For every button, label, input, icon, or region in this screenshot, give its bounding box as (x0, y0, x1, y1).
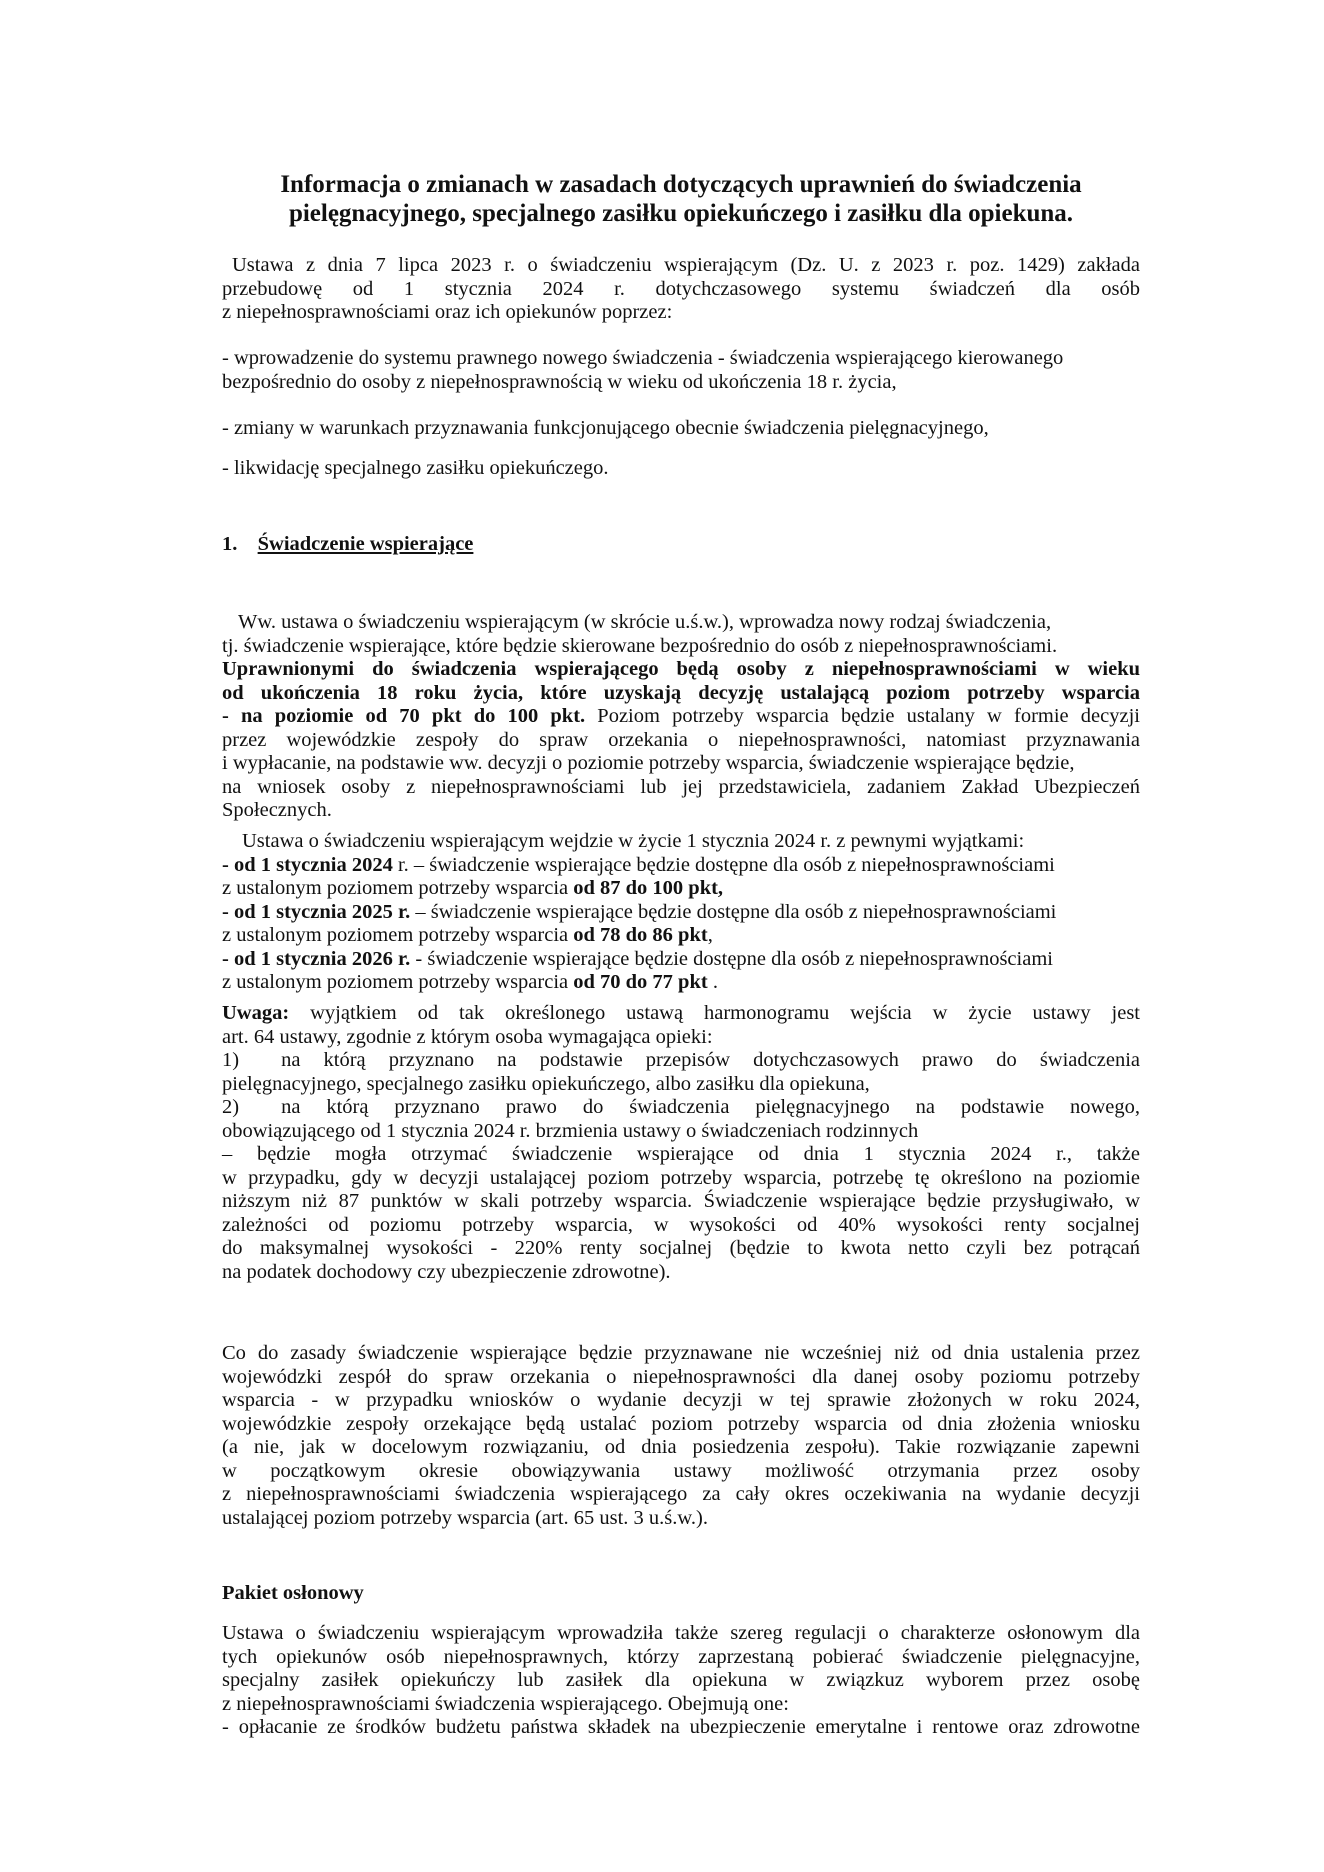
paragraph-1: Ww. ustawa o świadczeniu wspierającym (w skrócie u.ś.w.), wprowadza nowy rodzaj świadczenia, tj. świadczenie wspierające, które będzie skierowane bezpośrednio do osób z niepełnosprawnościami. Uprawnionymi do świadczenia wspierającego będą osoby z niepełnosprawnościami w wieku od ukończenia 18 roku życia, które uzyskają decyzję ustalającą poziom potrzeby wsparcia - na poziomie od 70 pkt do 100 pkt. Poziom potrzeby wsparcia będzie ustalany w formie decyzji przez wojewódzkie zespoły do spraw orzekania o niepełnosprawności, natomiast przyznawania i wypłacanie, na podstawie ww. decyzji o poziomie potrzeby wsparcia, świadczenie wspierające będzie, na wniosek osoby z niepełnosprawnościami lub jej przedstawiciela, zadaniem Zakład Ubezpieczeń Społecznych. (222, 611, 1140, 821)
section-number: 1. (222, 533, 238, 555)
schedule-item: - od 1 stycznia 2026 r. - świadczenie wspierające będzie dostępne dla osób z niepełnosprawnościami (222, 947, 1053, 970)
intro-line: Ustawa z dnia 7 lipca 2023 r. o świadczeniu wspierającym (Dz. U. z 2023 r. poz. 1429) zakłada (232, 254, 1140, 276)
bullet-item: - likwidację specjalnego zasiłku opiekuńczego. (222, 457, 609, 479)
note-block: Uwaga: wyjątkiem od tak określonego ustawą harmonogramu wejścia w życie ustawy jest art. 64 ustawy, zgodnie z którym osoba wymagająca opieki: 1) na którą przyznano na podstawie przepisów dotychczasowych prawo do świadczenia pielęgnacyjnego, specjalnego zasiłku opiekuńczego, albo zasiłku dla opiekuna, 2) na którą przyznano prawo do świadczenia pielęgnacyjnego na podstawie nowego, obowiązującego od 1 stycznia 2024 r. brzmienia ustawy o świadczeniach rodzinnych – będzie mogła otrzymać świadczenie wspierające od dnia 1 stycznia 2024 r., także w przypadku, gdy w decyzji ustalającej poziom potrzeby wsparcia, potrzebę tę określono na poziomie niższym niż 87 punktów w skali potrzeby wsparcia. Świadczenie wspierające będzie przysługiwało, w zależności od poziomu potrzeby wsparcia, w wysokości od 40% wysokości renty socjalnej do maksymalnej wysokości - 220% renty socjalnej (będzie to kwota netto czyli bez potrącań na podatek dochodowy czy ubezpieczenie zdrowotne). (222, 1002, 1140, 1283)
intro-line: z niepełnosprawnościami oraz ich opiekunów poprzez: (222, 301, 673, 323)
note-label: Uwaga: (222, 1002, 290, 1024)
paragraph-pakiet: Ustawa o świadczeniu wspierającym wprowadziła także szereg regulacji o charakterze osłonowym dla tych opiekunów osób niepełnosprawnych, którzy zaprzestaną pobierać świadczenie pielęgnacyjne, specjalny zasiłek opiekuńczy lub zasiłek dla opiekuna w związkuz wyborem przez osobę z niepełnosprawnościami świadczenia wspierającego. Obejmują one: - opłacanie ze środków budżetu państwa składek na ubezpieczenie emerytalne i rentowe oraz zdrowotne (222, 1622, 1140, 1738)
bullet-item: - zmiany w warunkach przyznawania funkcjonującego obecnie świadczenia pielęgnacyjnego, (222, 417, 989, 439)
paragraph-2: Co do zasady świadczenie wspierające będzie przyznawane nie wcześniej niż od dnia ustalenia przez wojewódzki zespół do spraw orzekania o niepełnosprawności dla danej osoby poziomu potrzeby wsparcia - w przypadku wniosków o wydanie decyzji w tej sprawie złożonych w roku 2024, wojewódzkie zespoły orzekające będą ustalać poziom potrzeby wsparcia od dnia złożenia wniosku (a nie, jak w docelowym rozwiązaniu, od dnia posiedzenia zespołu). Takie rozwiązanie zapewni w początkowym okresie obowiązywania ustawy możliwość otrzymania przez osoby z niepełnosprawnościami świadczenia wspierającego za cały okres oczekiwania na wydanie decyzji ustalającej poziom potrzeby wsparcia (art. 65 ust. 3 u.ś.w.). (222, 1342, 1140, 1529)
section-title: Świadczenie wspierające (257, 533, 474, 555)
title-line-2: pielęgnacyjnego, specjalnego zasiłku opiekuńczego i zasiłku dla opiekuna. (288, 200, 1074, 227)
title-line-1: Informacja o zmianach w zasadach dotyczących uprawnień do świadczenia (280, 171, 1082, 198)
intro-paragraph (222, 254, 1140, 325)
intro-line: przebudowę od 1 stycznia 2024 r. dotychczasowego systemu świadczeń dla osób (222, 277, 1140, 300)
section-heading (222, 533, 1140, 557)
document-title (222, 170, 1140, 228)
schedule-intro: Ustawa o świadczeniu wspierającym wejdzie w życie 1 stycznia 2024 r. z pewnymi wyjątkami: (242, 830, 1025, 852)
numbered-item: 1) na którą przyznano na podstawie przepisów dotychczasowych prawo do świadczenia (222, 1049, 1140, 1071)
numbered-item: 2) na którą przyznano prawo do świadczenia pielęgnacyjnego na podstawie nowego, (222, 1096, 1140, 1118)
schedule-item: - od 1 stycznia 2025 r. – świadczenie wspierające będzie dostępne dla osób z niepełnosprawnościami (222, 900, 1057, 923)
subheading-pakiet: Pakiet osłonowy (222, 1582, 364, 1604)
schedule-item: - od 1 stycznia 2024 r. – świadczenie wspierające będzie dostępne dla osób z niepełnosprawnościami (222, 853, 1055, 876)
bullet-item: - wprowadzenie do systemu prawnego nowego świadczenia - świadczenia wspierającego kierowanego bezpośrednio do osoby z niepełnosprawnością w wieku od ukończenia 18 r. życia, (222, 347, 1064, 393)
schedule-block: Ustawa o świadczeniu wspierającym wejdzie w życie 1 stycznia 2024 r. z pewnymi wyjątkami: - od 1 stycznia 2024 r. – świadczenie wspierające będzie dostępne dla osób z niepełnosprawnościami z ustalonym poziomem potrzeby wsparcia od 87 do 100 pkt, - od 1 stycznia 2025 r. – świadczenie wspierające będzie dostępne dla osób z niepełnosprawnościami z ustalonym poziomem potrzeby wsparcia od 78 do 86 pkt, - od 1 stycznia 2026 r. - świadczenie wspierające będzie dostępne dla osób z niepełnosprawnościami z ustalonym poziomem potrzeby wsparcia od 70 do 77 pkt . (222, 830, 1140, 995)
